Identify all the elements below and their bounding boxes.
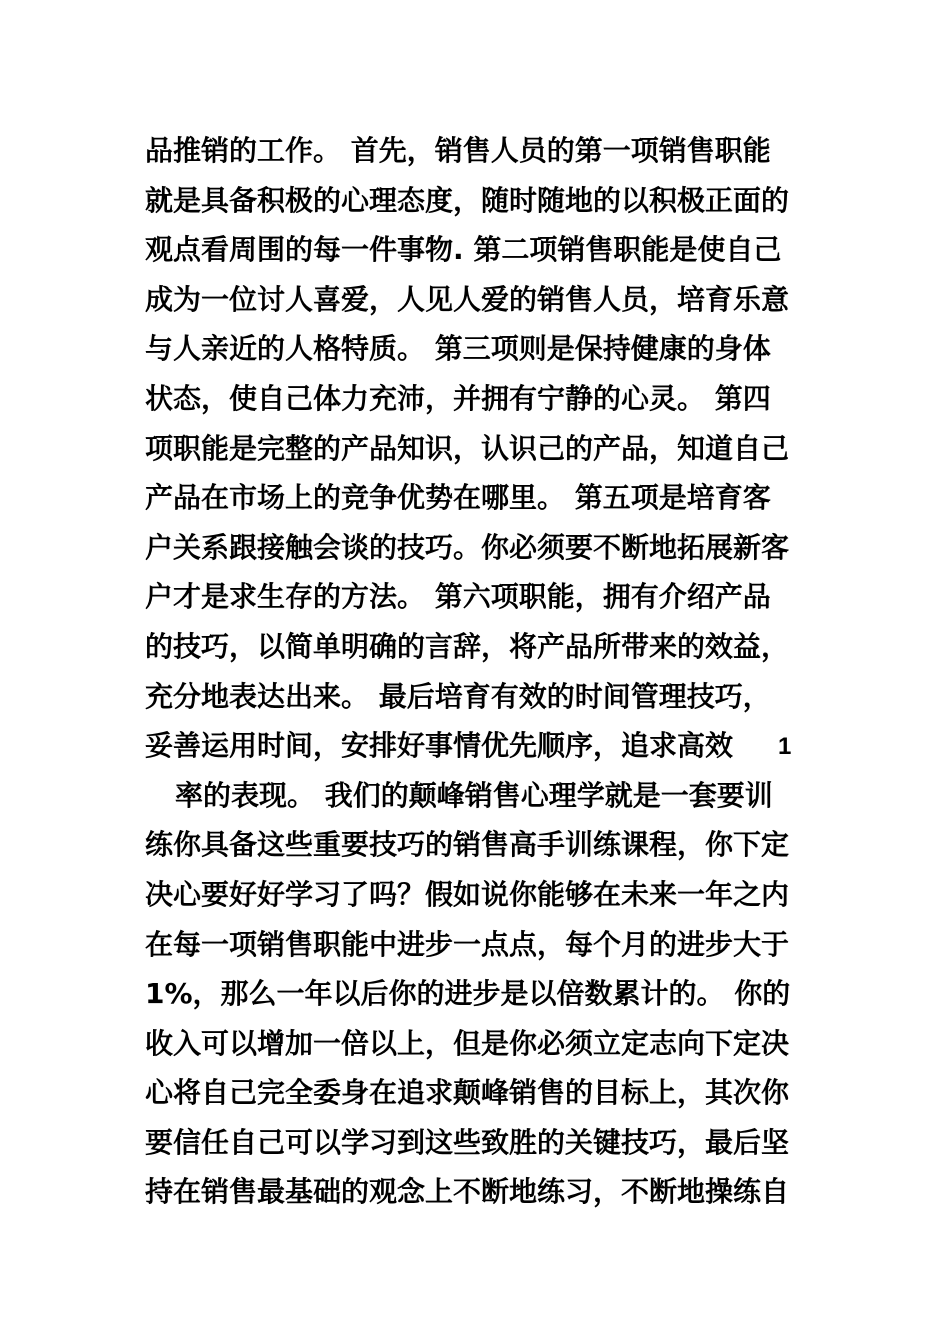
body-text [145,126,815,1217]
page-number: 1 [778,733,792,760]
text-line: 户才是求生存的方法。 第六项职能，拥有介绍产品 [145,580,771,614]
text-line: 要信任自己可以学习到这些致胜的关键技巧，最后坚 [145,1125,790,1159]
text-line: 的技巧，以简单明确的言辞，将产品所带来的效益， [145,629,790,663]
text-line: 状态，使自己体力充沛，并拥有宁静的心灵。 第四 [145,381,771,415]
text-line: 与人亲近的人格特质。 第三项则是保持健康的身体 [145,332,771,366]
text-line: 项职能是完整的产品知识，认识己的产品，知道自己 [145,431,790,465]
text-line: 充分地表达出来。 最后培育有效的时间管理技巧， [145,679,771,713]
text-line: 持在销售最基础的观念上不断地练习，不断地操练自 [145,1175,790,1209]
text-line: 练你具备这些重要技巧的销售高手训练课程，你下定 [145,828,790,862]
text-line: 在每一项销售职能中进步一点点，每个月的进步大于 [145,927,790,961]
text-line: 妥善运用时间，安排好事情优先顺序，追求高效 [145,729,734,763]
text-line: 率的表现。 我们的颠峰销售心理学就是一套要训 [175,778,773,812]
text-line: 成为一位讨人喜爱，人见人爱的销售人员，培育乐意 [145,282,790,316]
text-line: 产品在市场上的竞争优势在哪里。 第五项是培育客 [145,481,771,515]
text-line: 决心要好好学习了吗？假如说你能够在未来一年之内 [145,877,790,911]
text-line: 品推销的工作。 首先，销售人员的第一项销售职能 [145,134,771,167]
text-line: 就是具备积极的心理态度，随时随地的以积极正面的 [145,183,790,217]
text-line: 收入可以增加一倍以上，但是你必须立定志向下定决 [145,1026,790,1060]
text-line: 1%，那么一年以后你的进步是以倍数累计的。 你的 [145,977,791,1011]
text-line: 心将自己完全委身在追求颠峰销售的目标上，其次你 [145,1076,790,1110]
text-line: 观点看周围的每一件事物. 第二项销售职能是使自己 [145,233,782,267]
text-line: 户关系跟接触会谈的技巧。你必须要不断地拓展新客 [145,530,790,564]
